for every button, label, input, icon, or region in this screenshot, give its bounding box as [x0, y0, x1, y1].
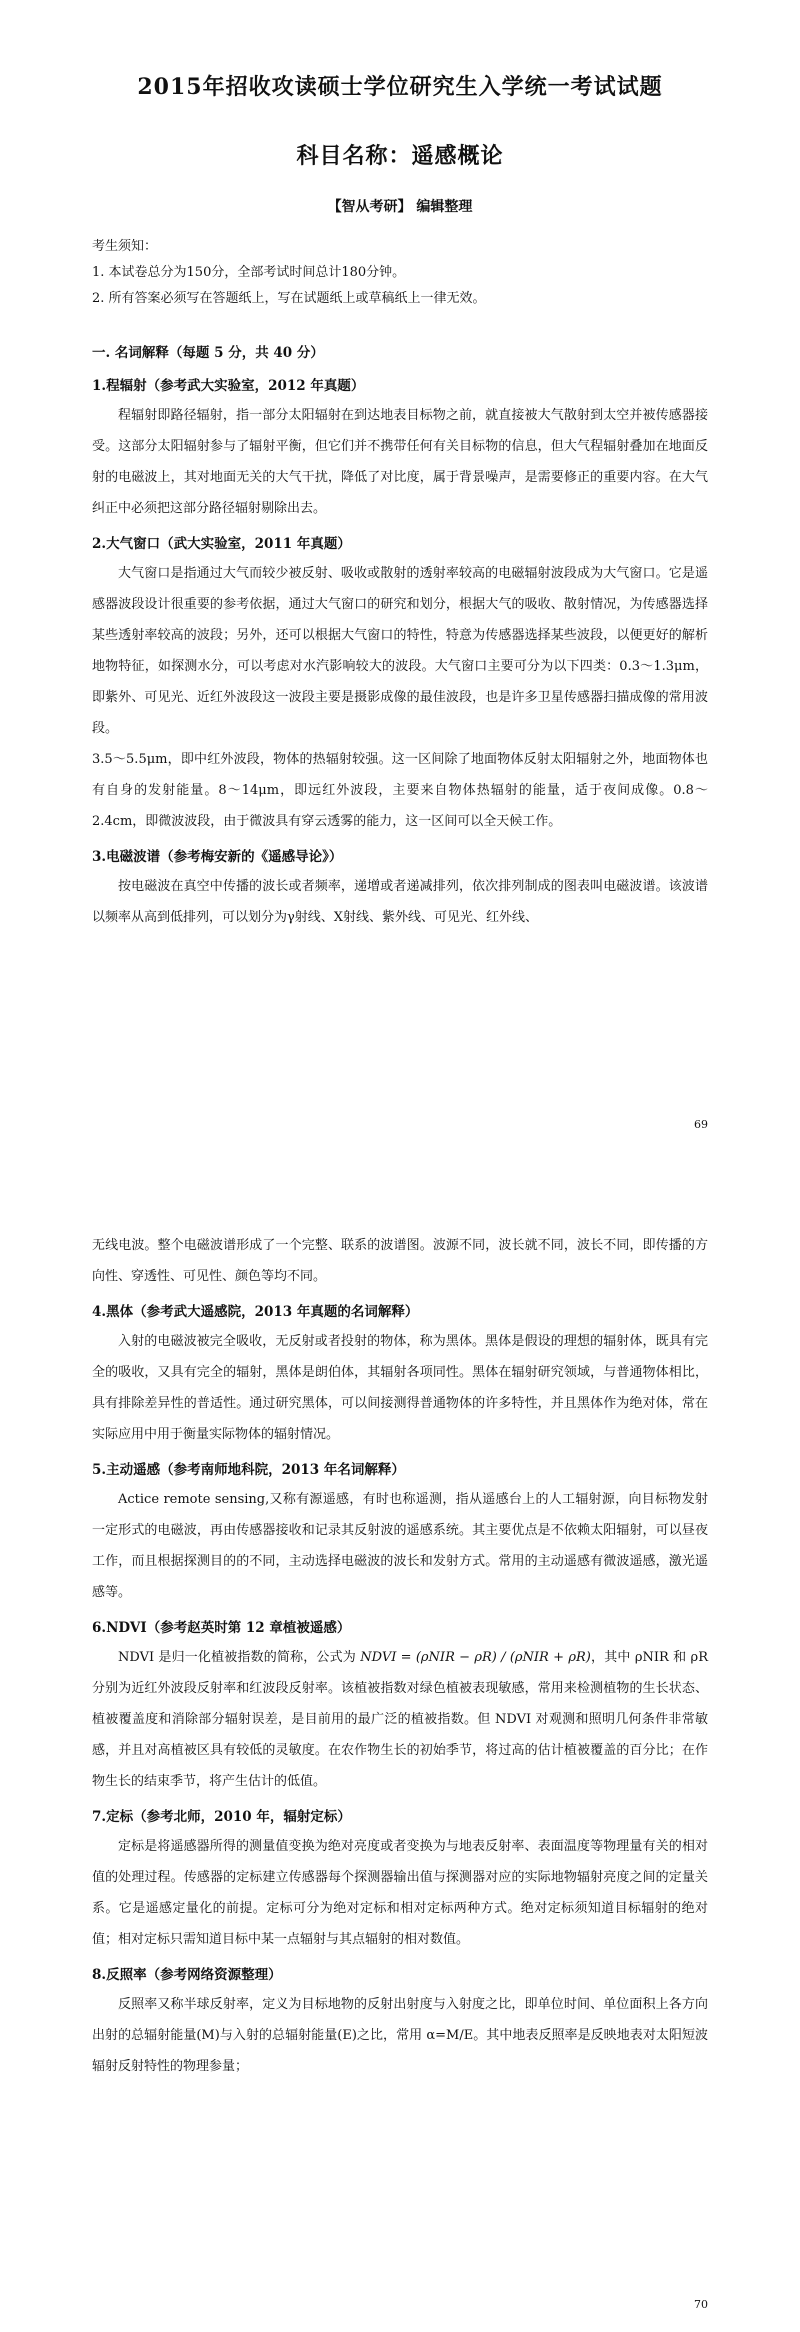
notice-item: 2. 所有答案必须写在答题纸上，写在试题纸上或草稿纸上一律无效。 [92, 291, 486, 306]
question-heading: 1.程辐射（参考武大实验室，2012 年真题） [92, 378, 365, 394]
notice-heading: 考生须知： [92, 239, 158, 254]
ndvi-text-b: ，其中 ρNIR 和 ρR 分别为近红外波段反射率和红波段反射率。该植被指数对绿色植被表现敏感，常用来检测植物的生长状态、植被覆盖度和消除部分辐射误差，是目前用的最广泛的植被指数。但 NDVI 对观测和照明几何条件非常敏感，并且对高植被区具有较低的灵敏度。在农作物生长的初始季节，将过高的估计植被覆盖的百分比；在作物生长的结束季节，将产生估计的低值。 [92, 1650, 708, 1789]
page-70 [0, 1200, 800, 2332]
page-number: 70 [694, 2298, 708, 2311]
question-body: Actice remote sensing,又称有源遥感，有时也称遥测，指从遥感台上的人工辐射源，向目标物发射一定形式的电磁波，再由传感器接收和记录其反射波的遥感系统。其主要优点是不依赖太阳辐射，可以昼夜工作，而且根据探测目的的不同，主动选择电磁波的波长和发射方式。常用的主动遥感有微波遥感，激光遥感等。 [92, 1492, 708, 1600]
question-body: 大气窗口是指通过大气而较少被反射、吸收或散射的透射率较高的电磁辐射波段成为大气窗口。它是遥感器波段设计很重要的参考依据，通过大气窗口的研究和划分，根据大气的吸收、散射情况，为传感器选择某些透射率较高的波段；另外，还可以根据大气窗口的特性，特意为传感器选择某些波段，以便更好的解析地物特征，如探测水分，可以考虑对水汽影响较大的波段。大气窗口主要可分为以下四类：0.3～1.3μm，即紫外、可见光、近红外波段这一波段主要是摄影成像的最佳波段，也是许多卫星传感器扫描成像的常用波段。 [92, 566, 708, 736]
question-body: 3.5～5.5μm，即中红外波段，物体的热辐射较强。这一区间除了地面物体反射太阳辐射之外，地面物体也有自身的发射能量。8～14μm，即远红外波段，主要来自物体热辐射的能量，适于夜间成像。0.8～2.4cm，即微波波段，由于微波具有穿云透雾的能力，这一区间可以全天候工作。 [92, 752, 708, 829]
notice-item: 1. 本试卷总分为150分，全部考试时间总计180分钟。 [92, 265, 406, 280]
question-body: 定标是将遥感器所得的测量值变换为绝对亮度或者变换为与地表反射率、表面温度等物理量有关的相对值的处理过程。传感器的定标建立传感器每个探测器输出值与探测器对应的实际地物辐射亮度之间的定量关系。它是遥感定量化的前提。定标可分为绝对定标和相对定标两种方式。绝对定标须知道目标辐射的绝对值；相对定标只需知道目标中某一点辐射与其点辐射的相对数值。 [92, 1839, 708, 1947]
page-number: 69 [694, 1118, 708, 1131]
question-heading: 5.主动遥感（参考南师地科院，2013 年名词解释） [92, 1462, 405, 1478]
question-heading: 7.定标（参考北师，2010 年，辐射定标） [92, 1809, 351, 1825]
ndvi-text-a: NDVI 是归一化植被指数的简称，公式为 [118, 1650, 356, 1665]
page-70-content [92, 1230, 708, 2082]
section-heading: 一. 名词解释（每题 5 分，共 40 分） [92, 345, 324, 361]
editor-note: 【智从考研】 编辑整理 [327, 199, 473, 215]
question-heading: 2.大气窗口（武大实验室，2011 年真题） [92, 536, 351, 552]
question-heading: 8.反照率（参考网络资源整理） [92, 1967, 282, 1983]
ndvi-formula: NDVI = (ρNIR − ρR) / (ρNIR + ρR) [360, 1650, 591, 1665]
question-body: 无线电波。整个电磁波谱形成了一个完整、联系的波谱图。波源不同，波长就不同，波长不同，即传播的方向性、穿透性、可见性、颜色等均不同。 [92, 1238, 708, 1284]
subject-title: 科目名称：遥感概论 [296, 143, 504, 169]
question-body: 按电磁波在真空中传播的波长或者频率，递增或者递减排列，依次排列制成的图表叫电磁波谱。该波谱以频率从高到低排列，可以划分为γ射线、X射线、紫外线、可见光、红外线、 [92, 879, 708, 925]
exam-title: 2015年招收攻读硕士学位研究生入学统一考试试题 [137, 74, 663, 100]
page-69-content [92, 70, 708, 933]
question-heading: 6.NDVI（参考赵英时第 12 章植被遥感） [92, 1620, 351, 1636]
question-heading: 3.电磁波谱（参考梅安新的《遥感导论》） [92, 849, 343, 865]
question-body: 程辐射即路径辐射，指一部分太阳辐射在到达地表目标物之前，就直接被大气散射到太空并被传感器接受。这部分太阳辐射参与了辐射平衡，但它们并不携带任何有关目标物的信息，但大气程辐射叠加在地面反射的电磁波上，其对地面无关的大气干扰，降低了对比度，属于背景噪声，是需要修正的重要内容。在大气纠正中必须把这部分路径辐射剔除出去。 [92, 408, 708, 516]
question-heading: 4.黑体（参考武大遥感院，2013 年真题的名词解释） [92, 1304, 419, 1320]
question-body: 反照率又称半球反射率，定义为目标地物的反射出射度与入射度之比，即单位时间、单位面积上各方向出射的总辐射能量(M)与入射的总辐射能量(E)之比，常用 α=M/E。其中地表反照率是反映地表对太阳短波辐射反射特性的物理参量； [92, 1997, 708, 2074]
question-body [92, 1642, 708, 1797]
question-body: 入射的电磁波被完全吸收，无反射或者投射的物体，称为黑体。黑体是假设的理想的辐射体，既具有完全的吸收，又具有完全的辐射，黑体是朗伯体，其辐射各项同性。黑体在辐射研究领域，与普通物体相比，具有排除差异性的普适性。通过研究黑体，可以间接测得普通物体的许多特性，并且黑体作为绝对体，常在实际应用中用于衡量实际物体的辐射情况。 [92, 1334, 708, 1442]
